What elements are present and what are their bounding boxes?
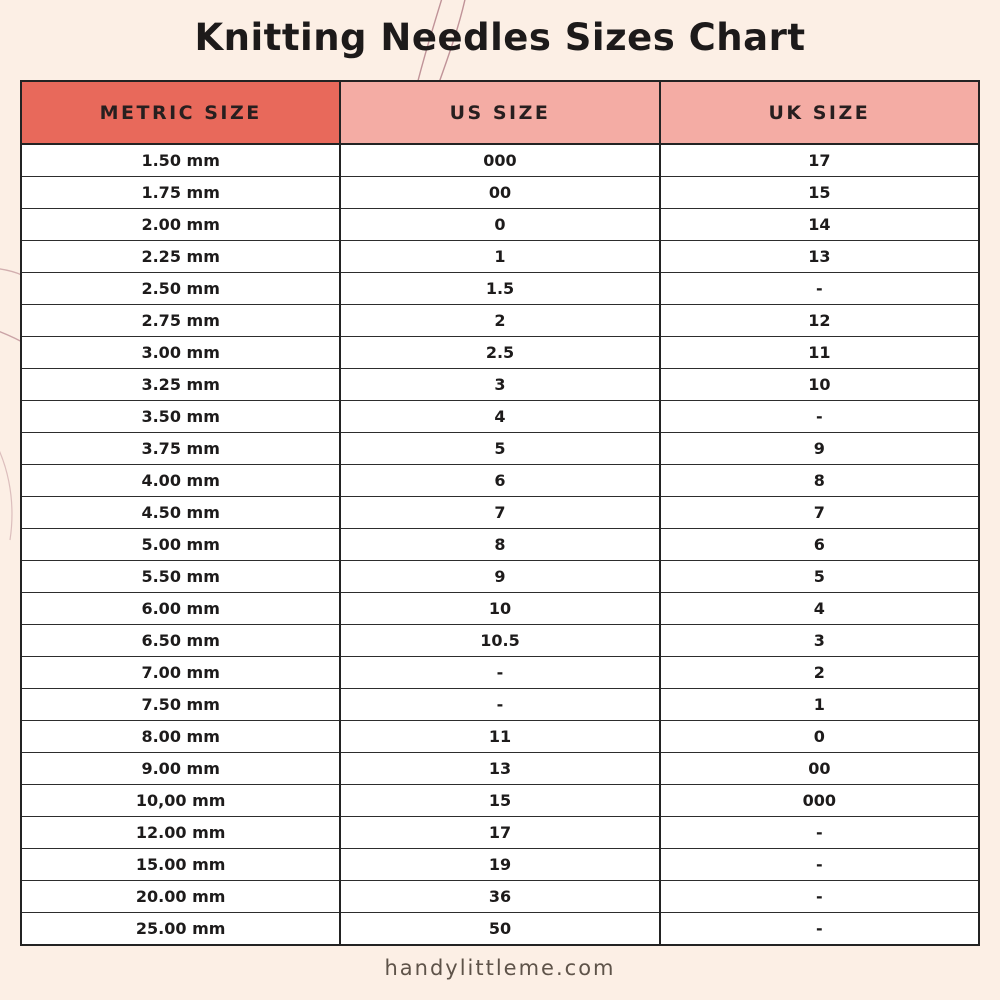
column-header-uk-size: UK SIZE: [660, 81, 979, 144]
table-row: [21, 465, 979, 497]
table-cell: -: [660, 817, 979, 849]
table-cell: 10,00 mm: [21, 785, 340, 817]
table-cell: 1: [340, 241, 659, 273]
table-cell: 000: [340, 144, 659, 177]
table-cell: 19: [340, 849, 659, 881]
table-cell: 8: [660, 465, 979, 497]
table-cell: -: [660, 401, 979, 433]
table-row: [21, 753, 979, 785]
table-cell: 000: [660, 785, 979, 817]
table-cell: 1.75 mm: [21, 177, 340, 209]
table-cell: 1: [660, 689, 979, 721]
table-cell: 50: [340, 913, 659, 946]
table-cell: 2: [340, 305, 659, 337]
table-row: [21, 817, 979, 849]
website-footer: handylittleme.com: [384, 956, 616, 980]
table-row: [21, 401, 979, 433]
table-cell: 6.50 mm: [21, 625, 340, 657]
table-cell: 5.50 mm: [21, 561, 340, 593]
table-cell: 3.00 mm: [21, 337, 340, 369]
table-cell: 10: [340, 593, 659, 625]
table-cell: -: [660, 273, 979, 305]
table-cell: 00: [660, 753, 979, 785]
table-cell: 6: [660, 529, 979, 561]
table-body: [21, 144, 979, 945]
table-cell: 15: [340, 785, 659, 817]
table-cell: -: [340, 657, 659, 689]
table-cell: 11: [660, 337, 979, 369]
table-row: [21, 561, 979, 593]
table-row: [21, 144, 979, 177]
table-cell: 2.25 mm: [21, 241, 340, 273]
table-row: [21, 337, 979, 369]
table-cell: 1.5: [340, 273, 659, 305]
table-cell: 3.75 mm: [21, 433, 340, 465]
table-row: [21, 369, 979, 401]
table-cell: 5.00 mm: [21, 529, 340, 561]
table-cell: 7: [660, 497, 979, 529]
table-cell: 2: [660, 657, 979, 689]
table-header-row: [21, 81, 979, 144]
table-row: [21, 497, 979, 529]
table-row: [21, 625, 979, 657]
table-row: [21, 849, 979, 881]
table-cell: 5: [340, 433, 659, 465]
table-cell: 12: [660, 305, 979, 337]
table-row: [21, 785, 979, 817]
table-cell: 7.00 mm: [21, 657, 340, 689]
table-row: [21, 881, 979, 913]
table-cell: 5: [660, 561, 979, 593]
table-row: [21, 273, 979, 305]
table-cell: 12.00 mm: [21, 817, 340, 849]
table-cell: 7.50 mm: [21, 689, 340, 721]
knitting-needle-sizes-table: [20, 80, 980, 946]
table-cell: -: [660, 913, 979, 946]
table-cell: 3.25 mm: [21, 369, 340, 401]
table-cell: 4: [660, 593, 979, 625]
table-cell: 4.00 mm: [21, 465, 340, 497]
table-cell: 9: [660, 433, 979, 465]
table-cell: 4: [340, 401, 659, 433]
table-cell: 17: [660, 144, 979, 177]
table-row: [21, 593, 979, 625]
table-row: [21, 177, 979, 209]
table-cell: 10.5: [340, 625, 659, 657]
table-cell: 3.50 mm: [21, 401, 340, 433]
table-row: [21, 657, 979, 689]
table-row: [21, 689, 979, 721]
table-cell: 4.50 mm: [21, 497, 340, 529]
table-cell: 9.00 mm: [21, 753, 340, 785]
table-cell: 2.50 mm: [21, 273, 340, 305]
table-header: [21, 81, 979, 144]
table-cell: 1.50 mm: [21, 144, 340, 177]
table-cell: -: [660, 881, 979, 913]
table-cell: 3: [660, 625, 979, 657]
table-cell: 25.00 mm: [21, 913, 340, 946]
table-cell: 10: [660, 369, 979, 401]
table-cell: 11: [340, 721, 659, 753]
table-cell: 0: [340, 209, 659, 241]
table-cell: -: [340, 689, 659, 721]
table-row: [21, 433, 979, 465]
table-row: [21, 209, 979, 241]
table-cell: 7: [340, 497, 659, 529]
table-cell: 2.75 mm: [21, 305, 340, 337]
column-header-metric-size: METRIC SIZE: [21, 81, 340, 144]
table-cell: 2.5: [340, 337, 659, 369]
table-cell: 36: [340, 881, 659, 913]
table-cell: 6: [340, 465, 659, 497]
table-cell: 2.00 mm: [21, 209, 340, 241]
table-cell: 13: [340, 753, 659, 785]
table-cell: 15: [660, 177, 979, 209]
table-row: [21, 529, 979, 561]
table-cell: -: [660, 849, 979, 881]
table-cell: 20.00 mm: [21, 881, 340, 913]
table-row: [21, 241, 979, 273]
table-cell: 9: [340, 561, 659, 593]
table-cell: 17: [340, 817, 659, 849]
sizes-table-container: [20, 80, 980, 946]
table-row: [21, 913, 979, 946]
table-cell: 8: [340, 529, 659, 561]
table-cell: 14: [660, 209, 979, 241]
column-header-us-size: US SIZE: [340, 81, 659, 144]
table-cell: 0: [660, 721, 979, 753]
table-cell: 3: [340, 369, 659, 401]
page-title: Knitting Needles Sizes Chart: [194, 16, 806, 59]
table-row: [21, 721, 979, 753]
table-cell: 8.00 mm: [21, 721, 340, 753]
table-cell: 00: [340, 177, 659, 209]
table-cell: 15.00 mm: [21, 849, 340, 881]
table-cell: 6.00 mm: [21, 593, 340, 625]
table-row: [21, 305, 979, 337]
table-cell: 13: [660, 241, 979, 273]
